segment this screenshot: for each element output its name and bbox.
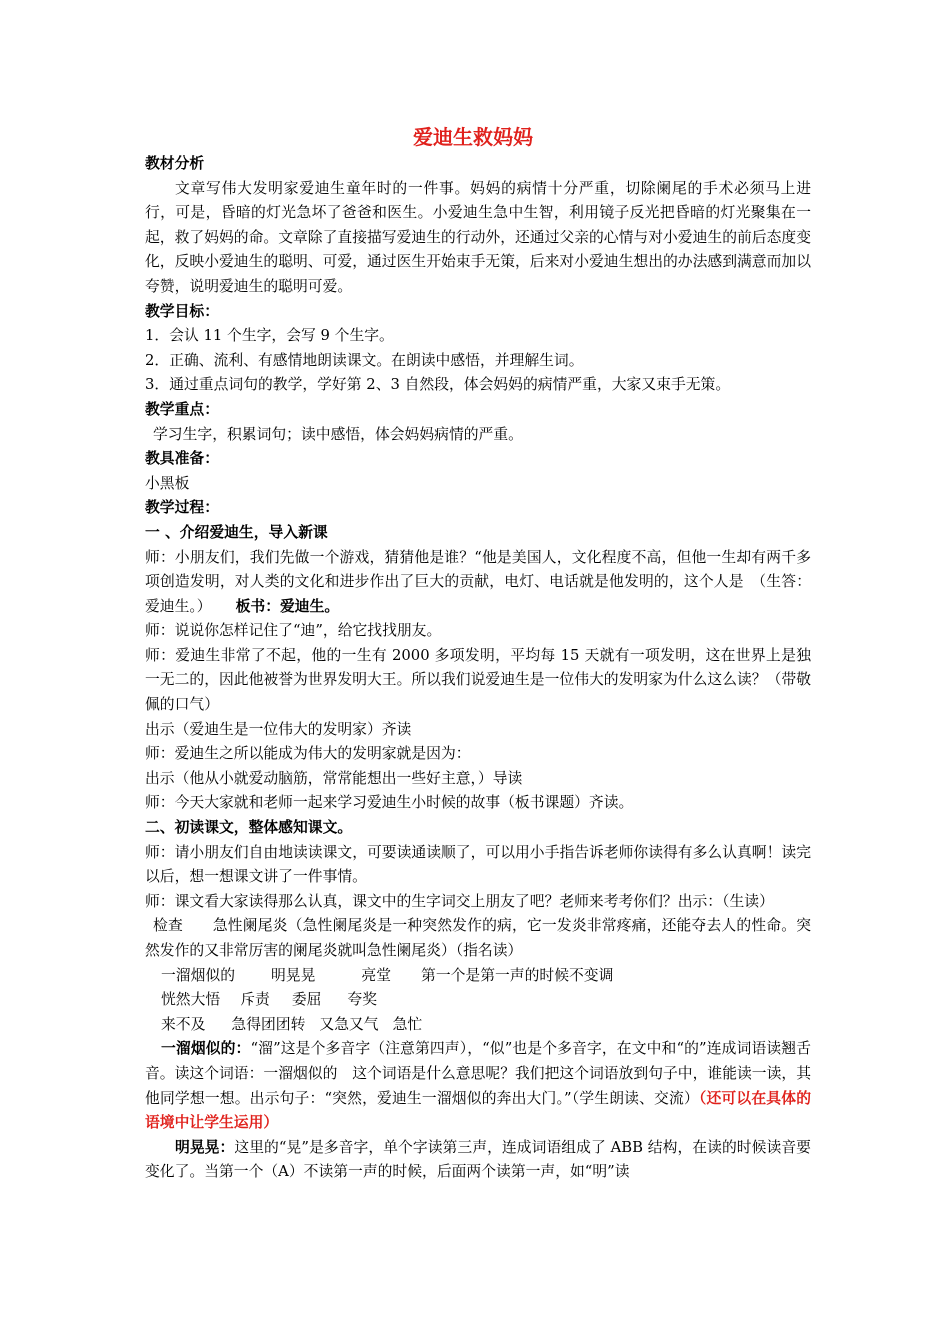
teacher-paragraph: 师：请小朋友们自由地读读课文，可要读通读顺了，可以用小手指告诉老师你读得有多么认真啊！读完以后，想一想课文讲了一件事情。	[145, 843, 811, 886]
vocab-row	[145, 988, 811, 1013]
vocab-word: 来不及	[161, 1015, 206, 1033]
word-explanation-text: 这里的“晃”是多音字，单个字读第三声，连成词语组成了 ABB 结构，在读的时候读音要变化了。当第一个（A）不读第一声的时候，后面两个读第一声，如“明”读	[145, 1138, 811, 1181]
vocab-word: 急忙	[392, 1015, 423, 1033]
word-heading: 一溜烟似的：	[161, 1040, 251, 1058]
part-heading-2: 二、初读课文，整体感知课文。	[145, 819, 353, 837]
vocab-word: 又急又气	[319, 1015, 379, 1033]
vocab-word: 一溜烟似的	[161, 966, 235, 984]
document-page	[145, 122, 811, 1185]
word-explanation	[145, 1037, 811, 1135]
section-heading-goals: 教学目标：	[145, 302, 219, 320]
section-heading-key-points: 教学重点：	[145, 400, 219, 418]
word-explanation	[145, 1136, 811, 1185]
word-heading: 明晃晃：	[175, 1138, 235, 1156]
goal-item: 1．会认 11 个生字，会写 9 个生字。	[145, 327, 394, 345]
display-line: 出示（他从小就爱动脑筋，常常能想出一些好主意，）导读	[145, 769, 523, 787]
section-heading-materials: 教具准备：	[145, 450, 219, 468]
section-heading-analysis: 教材分析	[145, 155, 205, 172]
teacher-paragraph: 师：课文看大家读得那么认真，课文中的生字词交上朋友了吧？老师来考考你们？出示：（生读）	[145, 892, 774, 910]
teacher-paragraph: 师：说说你怎样记住了“迪”，给它找找朋友。	[145, 622, 442, 640]
document-title: 爱迪生救妈妈	[413, 125, 533, 149]
display-line: 出示（爱迪生是一位伟大的发明家）齐读	[145, 720, 412, 738]
vocab-word: 急得团团转	[231, 1015, 306, 1033]
word-explanation-text: “溜”这是个多音字（注意第四声），“似”也是个多音字，在文中和“的”连成词语读翘舌音。读这个词语：一溜烟似的 这个词语是什么意思呢？我们把这个词语放到句子中，谁能读一读，其他同学想一想。出示句子：“突然，爱迪生一溜烟似的奔出大门。”（学生朗读、交流）	[145, 1040, 811, 1107]
board-note: 板书：爱迪生。	[235, 597, 340, 615]
goal-item: 2．正确、流利、有感情地朗读课文。在朗读中感悟，并理解生词。	[145, 351, 584, 369]
vocab-paragraph: 检查 急性阑尾炎（急性阑尾炎是一种突然发作的病，它一发炎非常疼痛，还能夺去人的性命。突然发作的又非常厉害的阑尾炎就叫急性阑尾炎）（指名读）	[145, 917, 811, 959]
teacher-text: 师：小朋友们，我们先做一个游戏，猜猜他是谁？“他是美国人，文化程度不高，但他一生却有两千多项创造发明，对人类的文化和进步作出了巨大的贡献，电灯、电话就是他发明的，这个人是 （生答：爱迪生。）	[145, 548, 811, 615]
goal-item: 3．通过重点词句的教学，学好第 2、3 自然段，体会妈妈的病情严重，大家又束手无策。	[145, 376, 731, 394]
analysis-paragraph: 文章写伟大发明家爱迪生童年时的一件事。妈妈的病情十分严重，切除阑尾的手术必须马上进行，可是，昏暗的灯光急坏了爸爸和医生。小爱迪生急中生智，利用镜子反光把昏暗的灯光聚集在一起，救了妈妈的命。文章除了直接描写爱迪生的行动外，还通过父亲的心情与对小爱迪生的前后态度变化，反映小爱迪生的聪明、可爱，通过医生开始束手无策，后来对小爱迪生想出的办法感到满意而加以夸赞，说明爱迪生的聪明可爱。	[145, 179, 811, 295]
teaching-note: （还可以在具体的语境中让学生运用）	[145, 1089, 811, 1132]
vocab-word: 第一个是第一声的时候不变调	[421, 966, 614, 984]
vocab-word: 夸奖	[347, 991, 378, 1009]
teacher-paragraph: 师：爱迪生非常了不起，他的一生有 2000 多项发明，平均每 15 天就有一项发明，这在世界上是独一无二的，因此他被誉为世界发明大王。所以我们说爱迪生是一位伟大的发明家为什么这么读？（带敬佩的口气）	[145, 646, 811, 714]
key-points-text: 学习生字，积累词句；读中感悟，体会妈妈病情的严重。	[153, 425, 523, 443]
vocab-row	[145, 964, 811, 989]
vocab-word: 恍然大悟	[161, 991, 221, 1009]
vocab-word: 斥责	[240, 991, 270, 1009]
teacher-paragraph	[145, 546, 811, 620]
vocab-word: 明晃晃	[271, 966, 316, 984]
vocab-word: 委屈	[291, 991, 322, 1009]
teacher-paragraph: 师：今天大家就和老师一起来学习爱迪生小时候的故事（板书课题）齐读。	[145, 794, 634, 812]
section-heading-process: 教学过程：	[145, 499, 219, 517]
vocab-row	[145, 1013, 811, 1038]
teacher-paragraph: 师：爱迪生之所以能成为伟大的发明家就是因为：	[145, 745, 471, 763]
part-heading-1: 一 、介绍爱迪生，导入新课	[145, 523, 328, 541]
materials-text: 小黑板	[145, 474, 190, 492]
vocab-word: 亮堂	[361, 966, 392, 984]
